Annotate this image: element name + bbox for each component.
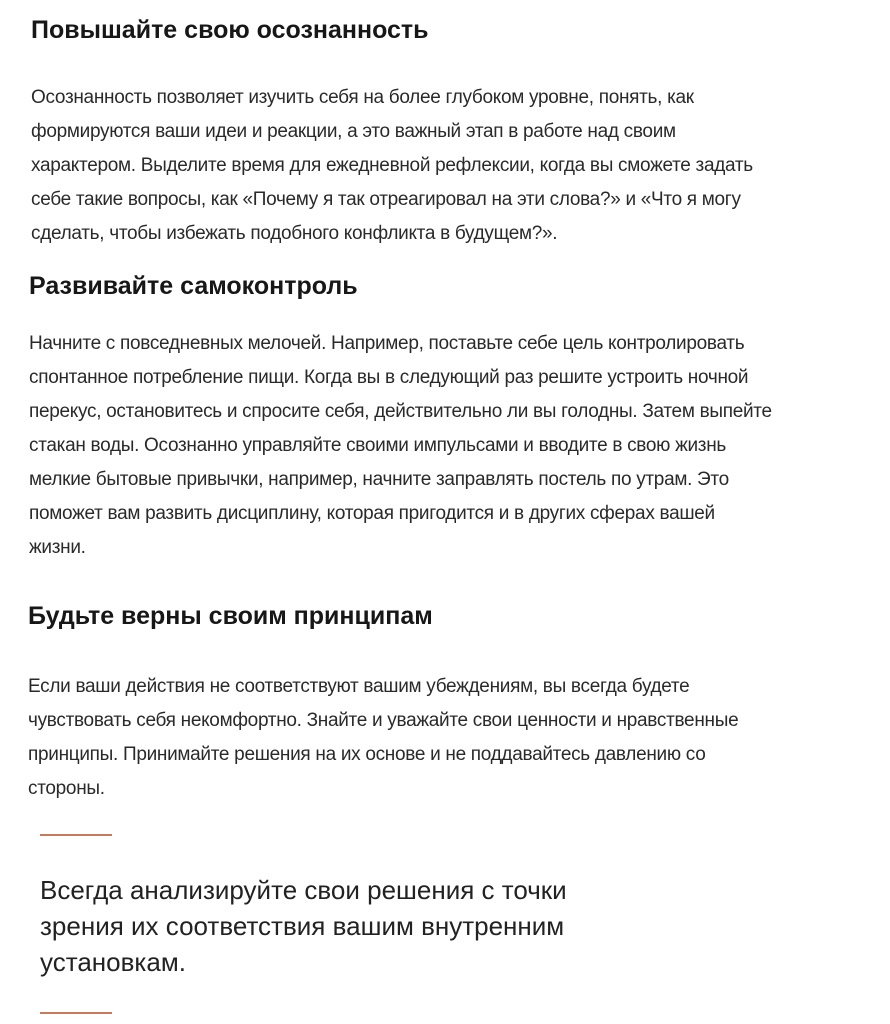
section-paragraph <box>29 327 772 565</box>
paragraph-line: жизни. <box>29 537 86 558</box>
pull-quote <box>40 872 567 980</box>
paragraph-line: Если ваши действия не соответствуют вашим убеждениям, вы всегда будете <box>28 676 690 697</box>
paragraph-line: мелкие бытовые привычки, например, начните заправлять постель по утрам. Это <box>29 469 729 490</box>
paragraph-line: Начните с повседневных мелочей. Например, поставьте себе цель контролировать <box>29 333 745 354</box>
section-paragraph <box>31 81 753 251</box>
quote-bottom-rule <box>40 1012 112 1014</box>
paragraph-line: чувствовать себя некомфортно. Знайте и уважайте свои ценности и нравственные <box>28 710 739 731</box>
paragraph-line: характером. Выделите время для ежедневной рефлексии, когда вы сможете задать <box>31 155 753 176</box>
quote-top-rule <box>40 834 112 836</box>
section-heading: Будьте верны своим принципам <box>28 602 433 630</box>
quote-line: установкам. <box>40 947 186 977</box>
section-heading: Повышайте свою осознанность <box>31 16 429 44</box>
paragraph-line: поможет вам развить дисциплину, которая пригодится и в других сферах вашей <box>29 503 715 524</box>
section-heading: Развивайте самоконтроль <box>29 272 358 300</box>
paragraph-line: стороны. <box>28 778 105 799</box>
paragraph-line: себе такие вопросы, как «Почему я так отреагировал на эти слова?» и «Что я могу <box>31 189 741 210</box>
quote-line: зрения их соответствия вашим внутренним <box>40 911 565 941</box>
section-paragraph <box>28 670 738 806</box>
paragraph-line: формируются ваши идеи и реакции, а это важный этап в работе над своим <box>31 121 676 142</box>
paragraph-line: принципы. Принимайте решения на их основе и не поддавайтесь давлению со <box>28 744 706 765</box>
paragraph-line: стакан воды. Осознанно управляйте своими импульсами и вводите в свою жизнь <box>29 435 726 456</box>
paragraph-line: перекус, остановитесь и спросите себя, действительно ли вы голодны. Затем выпейте <box>29 401 772 422</box>
paragraph-line: сделать, чтобы избежать подобного конфликта в будущем?». <box>31 223 558 244</box>
paragraph-line: спонтанное потребление пищи. Когда вы в следующий раз решите устроить ночной <box>29 367 749 388</box>
quote-line: Всегда анализируйте свои решения с точки <box>40 875 567 905</box>
paragraph-line: Осознанность позволяет изучить себя на более глубоком уровне, понять, как <box>31 87 694 108</box>
